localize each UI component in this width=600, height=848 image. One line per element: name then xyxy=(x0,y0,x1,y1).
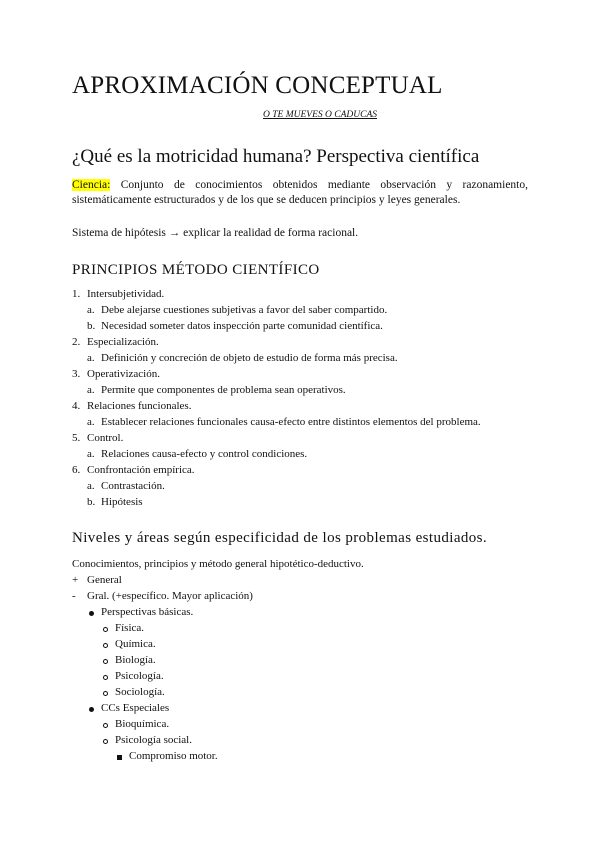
principio-subitem xyxy=(72,302,542,318)
ciencia-definition xyxy=(72,178,528,208)
principio-number: 2. xyxy=(72,336,81,348)
subitem-text: Hipótesis xyxy=(101,496,143,508)
list-item-text: Física. xyxy=(115,622,145,634)
principios-heading: PRINCIPIOS MÉTODO CIENTÍFICO xyxy=(72,262,320,278)
perspectivas-label: Perspectivas básicas. xyxy=(101,606,194,618)
list-item-text: Biología. xyxy=(115,654,156,666)
principio-item xyxy=(72,334,542,350)
general-label: General xyxy=(87,574,122,586)
gral-label: Gral. (+específico. Mayor aplicación) xyxy=(87,590,253,602)
subitem-text: Relaciones causa-efecto y control condiciones. xyxy=(101,448,308,460)
bullet-ring-icon xyxy=(103,675,108,680)
principios-list xyxy=(72,286,542,510)
subitem-marker: a. xyxy=(87,304,95,316)
section-heading-motricidad: ¿Qué es la motricidad humana? Perspectiva científica xyxy=(72,146,480,167)
principio-subitem xyxy=(72,414,542,430)
subitem-text: Necesidad someter datos inspección parte comunidad científica. xyxy=(101,320,383,332)
principio-label: Relaciones funcionales. xyxy=(87,400,192,412)
general-row xyxy=(72,572,542,588)
niveles-list xyxy=(72,556,542,764)
list-item-text: Bioquímica. xyxy=(115,718,170,730)
principio-number: 1. xyxy=(72,288,81,300)
document-title: APROXIMACIÓN CONCEPTUAL xyxy=(72,72,443,99)
bullet-ring-icon xyxy=(103,723,108,728)
list-item xyxy=(72,652,542,668)
principio-label: Especialización. xyxy=(87,336,159,348)
subitem-marker: a. xyxy=(87,448,95,460)
compromiso-label: Compromiso motor. xyxy=(129,750,218,762)
ccs-row xyxy=(72,700,542,716)
subitem-marker: a. xyxy=(87,384,95,396)
subitem-marker: b. xyxy=(87,320,96,332)
compromiso-row xyxy=(72,748,542,764)
principio-subitem xyxy=(72,478,542,494)
list-item xyxy=(72,620,542,636)
list-item xyxy=(72,684,542,700)
gral-row xyxy=(72,588,542,604)
principio-number: 3. xyxy=(72,368,81,380)
principio-label: Control. xyxy=(87,432,124,444)
bullet-ring-icon xyxy=(103,643,108,648)
list-item-text: Psicología. xyxy=(115,670,164,682)
bullet-ring-icon xyxy=(103,627,108,632)
subitem-text: Debe alejarse cuestiones subjetivas a favor del saber compartido. xyxy=(101,304,388,316)
bullet-dot-icon xyxy=(89,707,94,712)
principio-number: 5. xyxy=(72,432,81,444)
bullet-ring-icon xyxy=(103,691,108,696)
niveles-intro-row xyxy=(72,556,542,572)
subitem-marker: a. xyxy=(87,480,95,492)
list-item xyxy=(72,668,542,684)
principio-item xyxy=(72,398,542,414)
subitem-marker: b. xyxy=(87,496,96,508)
perspectivas-row xyxy=(72,604,542,620)
plus-marker: + xyxy=(72,574,79,586)
niveles-heading: Niveles y áreas según especificidad de los problemas estudiados. xyxy=(72,530,488,546)
document-subtitle: O TE MUEVES O CADUCAS xyxy=(263,110,377,120)
subitem-text: Establecer relaciones funcionales causa-efecto entre distintos elementos del problema. xyxy=(101,416,481,428)
basicas-list xyxy=(72,620,542,700)
subitem-text: Contrastación. xyxy=(101,480,165,492)
list-item xyxy=(72,732,542,748)
principio-item xyxy=(72,366,542,382)
subitem-text: Definición y concreción de objeto de estudio de forma más precisa. xyxy=(101,352,398,364)
principio-item xyxy=(72,430,542,446)
principio-number: 6. xyxy=(72,464,81,476)
ciencia-term: Ciencia: xyxy=(72,179,111,191)
principio-subitem xyxy=(72,350,542,366)
list-item-text: Química. xyxy=(115,638,156,650)
principio-label: Confrontación empírica. xyxy=(87,464,195,476)
principio-label: Intersubjetividad. xyxy=(87,288,165,300)
subitem-text: Permite que componentes de problema sean operativos. xyxy=(101,384,346,396)
ccs-label: CCs Especiales xyxy=(101,702,170,714)
principio-item xyxy=(72,286,542,302)
subitem-marker: a. xyxy=(87,352,95,364)
principio-number: 4. xyxy=(72,400,81,412)
bullet-ring-icon xyxy=(103,659,108,664)
minus-marker: - xyxy=(72,590,76,602)
principio-label: Operativización. xyxy=(87,368,160,380)
list-item xyxy=(72,716,542,732)
list-item xyxy=(72,636,542,652)
ciencia-text: Conjunto de conocimientos obtenidos mediante observación y razonamiento, sistemáticamente estructurados y de los que se deducen principios y leyes generales. xyxy=(72,179,528,206)
principio-subitem xyxy=(72,494,542,510)
principio-subitem xyxy=(72,318,542,334)
especiales-list xyxy=(72,716,542,748)
list-item-text: Psicología social. xyxy=(115,734,192,746)
subitem-marker: a. xyxy=(87,416,95,428)
principio-item xyxy=(72,462,542,478)
principio-subitem xyxy=(72,382,542,398)
bullet-ring-icon xyxy=(103,739,108,744)
niveles-intro: Conocimientos, principios y método general hipotético-deductivo. xyxy=(72,558,364,570)
bullet-square-icon xyxy=(117,755,122,760)
bullet-dot-icon xyxy=(89,611,94,616)
sistema-hipotesis: Sistema de hipótesis → explicar la realidad de forma racional. xyxy=(72,227,359,239)
principio-subitem xyxy=(72,446,542,462)
list-item-text: Sociología. xyxy=(115,686,165,698)
